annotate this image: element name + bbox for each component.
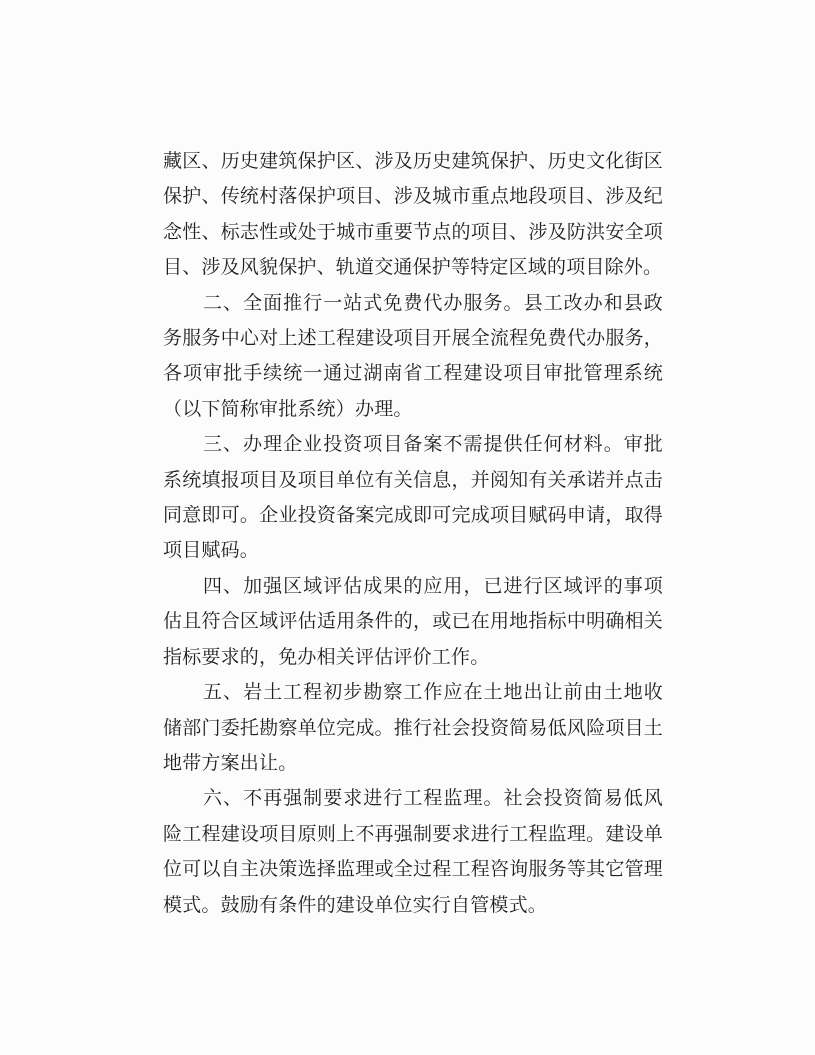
- paragraph-item-3: 三、办理企业投资项目备案不需提供任何材料。审批系统填报项目及项目单位有关信息，并阅知有关承诺并点击同意即可。企业投资备案完成即可完成项目赋码申请，取得项目赋码。: [163, 433, 663, 562]
- document-body: [163, 144, 663, 923]
- paragraph-item-6: 六、不再强制要求进行工程监理。社会投资简易低风险工程建设项目原则上不再强制要求进行工程监理。建设单位可以自主决策选择监理或全过程工程咨询服务等其它管理模式。鼓励有条件的建设单位实行自管模式。: [163, 787, 663, 916]
- paragraph-item-4: 四、加强区域评估成果的应用，已进行区域评的事项估且符合区域评估适用条件的，或已在用地指标中明确相关指标要求的，免办相关评估评价工作。: [163, 574, 663, 668]
- paragraph-item-5: 五、岩土工程初步勘察工作应在土地出让前由土地收储部门委托勘察单位完成。推行社会投资简易低风险项目土地带方案出让。: [163, 681, 663, 774]
- paragraph-continuation: 藏区、历史建筑保护区、涉及历史建筑保护、历史文化街区保护、传统村落保护项目、涉及城市重点地段项目、涉及纪念性、标志性或处于城市重要节点的项目、涉及防洪安全项目、涉及风貌保护、轨道交通保护等特定区域的项目除外。: [163, 150, 663, 279]
- paragraph-item-2: 二、全面推行一站式免费代办服务。县工改办和县政务服务中心对上述工程建设项目开展全流程免费代办服务，各项审批手续统一通过湖南省工程建设项目审批管理系统（以下简称审批系统）办理。: [163, 291, 663, 420]
